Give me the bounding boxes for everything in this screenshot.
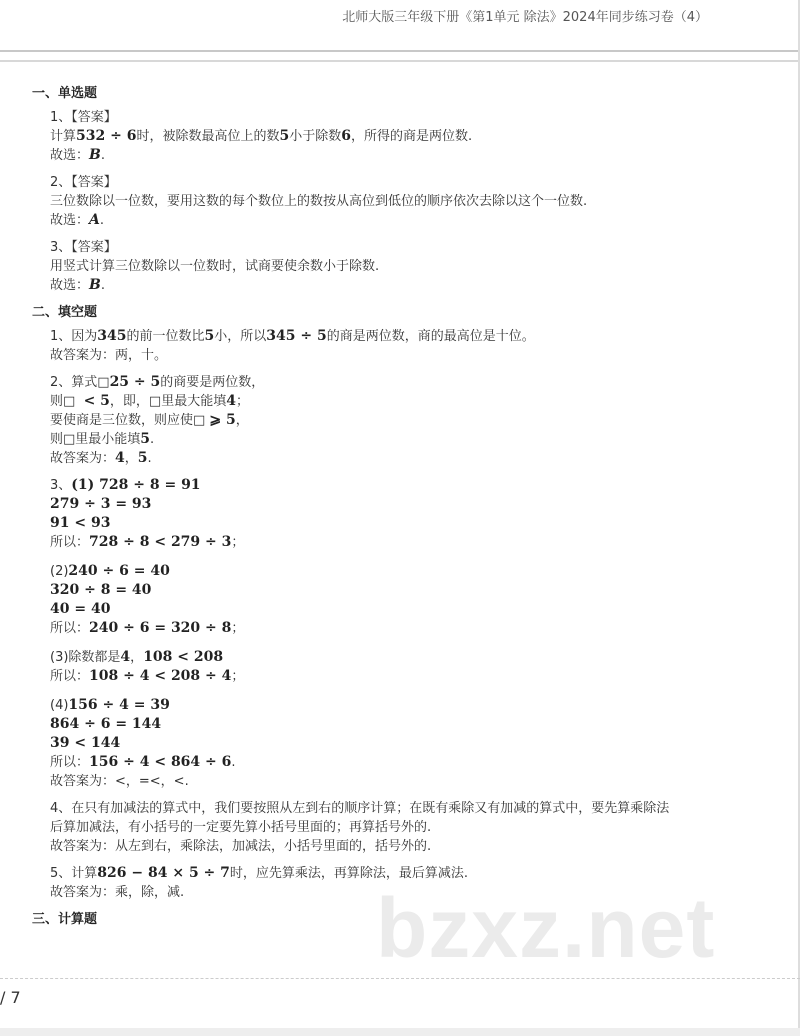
answer-line [50,619,780,638]
text-segment: 3、【答案】 [50,240,117,255]
line-gap [50,686,780,696]
math-expression: 5 [279,128,290,144]
answer-line [50,648,780,667]
text-segment: ； [235,394,249,409]
answer-item [50,327,780,365]
answer-line [50,837,780,856]
text-segment: 计算 [50,129,77,144]
header-divider-secondary [0,60,800,62]
answer-line [50,562,780,581]
document-body [32,84,780,930]
document-header-title: 北师大版三年级下册《第1单元 除法》2024年同步练习卷（4） [342,10,708,25]
answer-item [50,108,780,165]
text-segment: 要使商是三位数，则应使□ [50,413,210,428]
text-segment: ； [231,669,245,684]
answer-line [50,495,780,514]
math-expression: 826 − 84 × 5 ÷ 7 [97,865,230,881]
math-expression: A [89,212,100,228]
header-divider [0,50,800,52]
text-segment: 后算加减法，有小括号的一定要先算小括号里面的；再算括号外的. [50,820,432,835]
text-segment: 1、因为 [50,329,98,344]
text-segment: ，所得的商是两位数. [351,129,473,144]
text-segment: ； [231,621,245,636]
math-expression: 345 [97,328,127,344]
math-expression: 6 [341,128,351,144]
math-expression: (1) 728 ÷ 8 = 91 [71,477,201,493]
text-segment: (4) [50,698,69,713]
answer-item [50,173,780,230]
text-segment: 故答案为：<，=<，<. [50,774,189,789]
answer-line [50,734,780,753]
line-gap [50,552,780,562]
math-expression: 5 [204,328,215,344]
text-segment: 3、 [50,478,72,493]
section-title: 二、填空题 [32,305,98,320]
text-segment: ， [130,650,144,665]
answer-line [50,173,780,192]
answer-line [50,818,780,837]
text-segment: 所以： [50,669,90,684]
text-segment: . [100,148,105,163]
answer-line [50,600,780,619]
answer-line [50,211,780,230]
text-segment: 4、在只有加减法的算式中，我们要按照从左到右的顺序计算；在既有乘除又有加减的算式中，要先算乘除法 [50,801,670,816]
answer-line [50,411,780,430]
math-expression: 728 ÷ 8 < 279 ÷ 3 [89,534,232,550]
math-expression: 279 ÷ 3 = 93 [50,496,152,512]
math-expression: 40 = 40 [50,601,111,617]
text-segment: (2) [50,564,69,579]
text-segment: 故答案为： [50,451,116,466]
text-segment: 故答案为：从左到右，乘除法，加减法，小括号里面的，括号外的. [50,839,432,854]
text-segment: 5、计算 [50,866,98,881]
answer-line [50,108,780,127]
text-segment: 时，应先算乘法，再算除法，最后算减法. [229,866,469,881]
math-expression: 320 ÷ 8 = 40 [50,582,152,598]
answer-line [50,192,780,211]
page-break-divider [0,978,800,979]
answer-line [50,392,780,411]
text-segment: 三位数除以一位数，要用这数的每个数位上的数按从高位到低位的顺序依次去除以这个一位数. [50,194,588,209]
text-segment: 则□ [50,394,84,409]
answer-item [50,476,780,791]
text-segment: ， [235,413,249,428]
math-expression: 156 ÷ 4 = 39 [68,697,170,713]
math-expression: 5 [137,450,148,466]
text-segment: . [150,432,155,447]
page-number: / 7 [0,988,21,1007]
answer-line [50,696,780,715]
math-expression: 108 ÷ 4 < 208 ÷ 4 [89,668,232,684]
line-gap [50,638,780,648]
math-expression: 108 < 208 [143,649,224,665]
answer-line [50,667,780,686]
text-segment: 故选： [50,278,90,293]
text-segment: 2、算式□ [50,375,110,390]
section-title: 三、计算题 [32,912,98,927]
math-expression: 39 < 144 [50,735,121,751]
math-expression: < 5 [83,393,110,409]
text-segment: 则□里最小能填 [50,432,141,447]
text-segment: ， [124,451,138,466]
text-segment: . [147,451,152,466]
answer-item [50,238,780,295]
answer-line [50,799,780,818]
answer-line [50,533,780,552]
text-segment: 故选： [50,213,90,228]
text-segment: 故答案为：乘，除，减. [50,885,185,900]
math-expression: 4 [115,450,125,466]
text-segment: . [100,278,105,293]
math-expression: 25 ÷ 5 [109,374,161,390]
answer-line [50,327,780,346]
text-segment: 故答案为：两，十。 [50,348,168,363]
math-expression: B [89,147,101,163]
math-expression: 4 [226,393,236,409]
text-segment: 的商是两位数，商的最高位是十位。 [326,329,535,344]
text-segment: 用竖式计算三位数除以一位数时，试商要使余数小于除数. [50,259,380,274]
answer-line [50,449,780,468]
answer-line [50,581,780,600]
text-segment: 所以： [50,535,90,550]
answer-item [50,373,780,468]
answer-line [50,127,780,146]
answer-line [50,276,780,295]
answer-line [50,753,780,772]
text-segment: 所以： [50,621,90,636]
math-expression: B [89,277,101,293]
section-title: 一、单选题 [32,86,98,101]
text-segment: . [231,755,236,770]
math-expression: 5 [140,431,151,447]
answer-line [50,146,780,165]
text-segment: ； [231,535,245,550]
text-segment: ，即，□里最大能填 [109,394,227,409]
answer-item [50,799,780,856]
math-expression: 532 ÷ 6 [76,128,137,144]
text-segment: 小于除数 [289,129,342,144]
page-bottom-bar [0,1028,800,1036]
answer-line [50,257,780,276]
answer-line [50,373,780,392]
text-segment: 的商要是两位数， [160,375,265,390]
math-expression: 345 ÷ 5 [266,328,327,344]
math-expression: 240 ÷ 6 = 320 ÷ 8 [89,620,232,636]
answer-line [50,476,780,495]
answer-line [50,715,780,734]
math-expression: ⩾ 5 [209,412,236,428]
math-expression: 240 ÷ 6 = 40 [68,563,170,579]
answer-line [50,430,780,449]
answer-line [50,514,780,533]
watermark: bzxz.net [376,881,716,975]
answer-line [50,346,780,365]
text-segment: 所以： [50,755,90,770]
text-segment: (3)除数都是 [50,650,121,665]
text-segment: 故选： [50,148,90,163]
text-segment: 时，被除数最高位上的数 [136,129,280,144]
text-segment: . [99,213,105,228]
answer-line [50,238,780,257]
text-segment: 1、【答案】 [50,110,117,125]
text-segment: 小，所以 [214,329,267,344]
math-expression: 91 < 93 [50,515,111,531]
answer-line [50,772,780,791]
math-expression: 4 [120,649,131,665]
text-segment: 2、【答案】 [50,175,117,190]
text-segment: 的前一位数比 [126,329,205,344]
math-expression: 864 ÷ 6 = 144 [50,716,162,732]
math-expression: 156 ÷ 4 < 864 ÷ 6 [89,754,232,770]
